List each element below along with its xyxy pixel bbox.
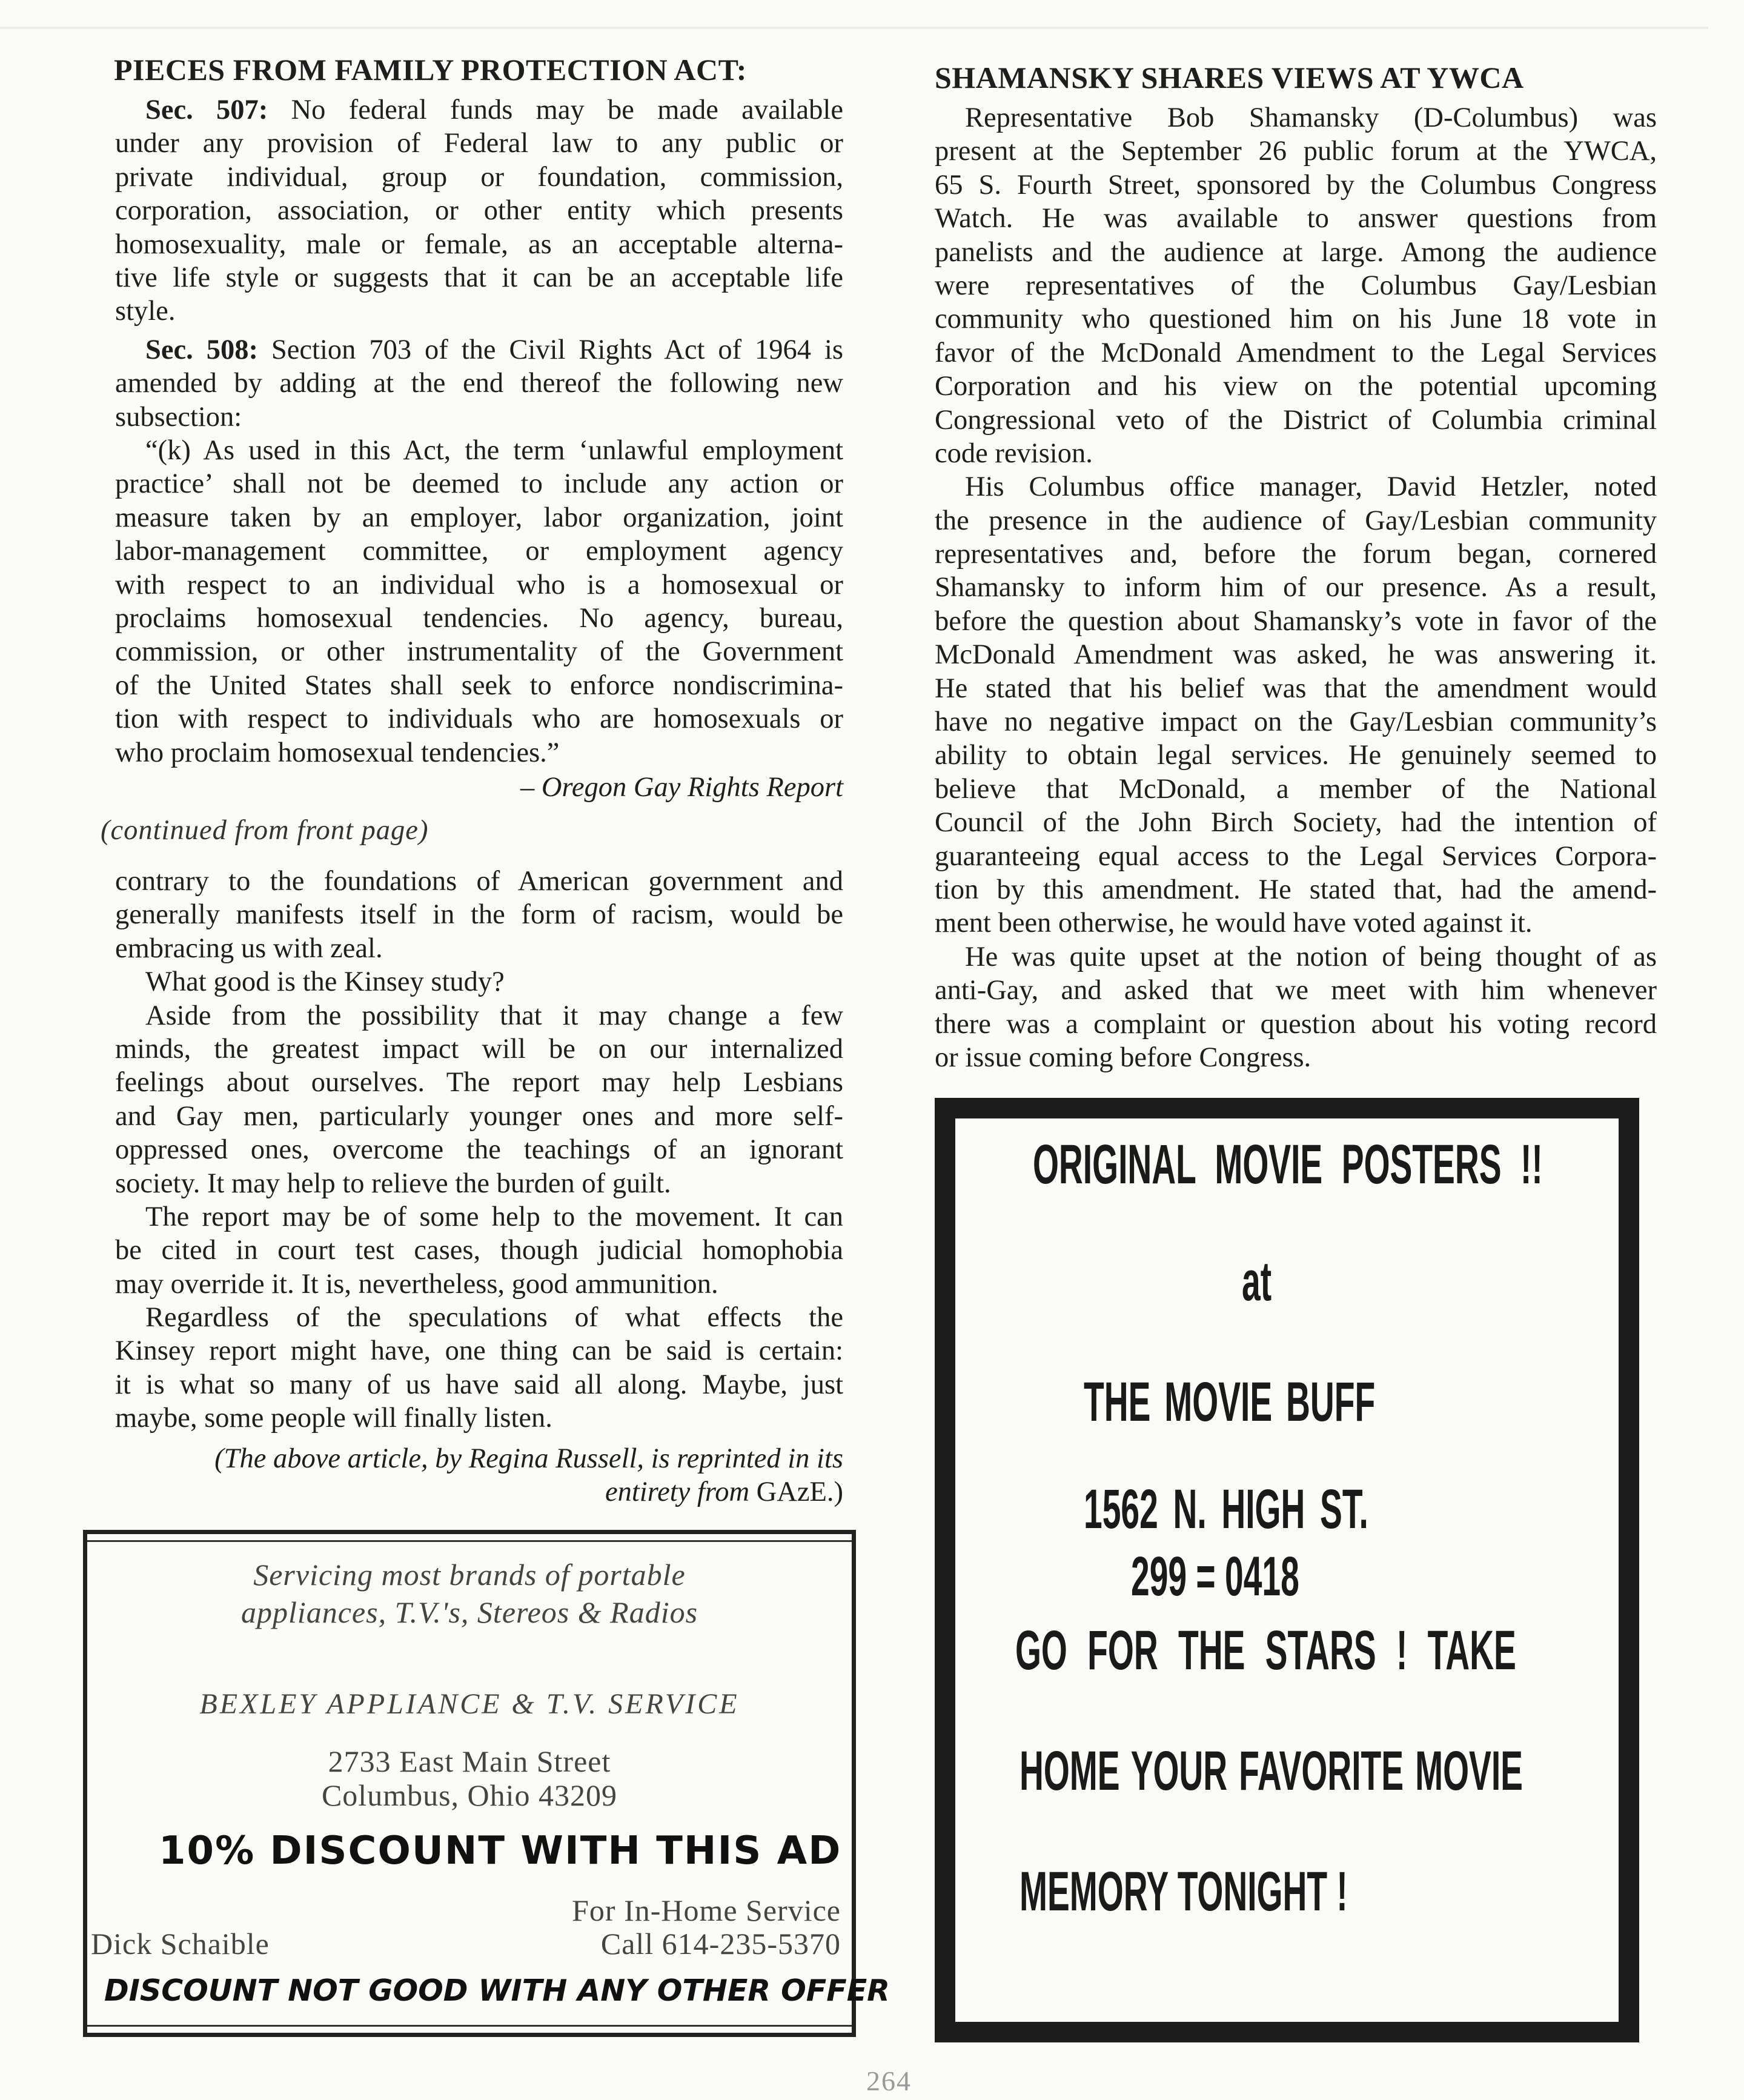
- source-attribution: – Oregon Gay Rights Report: [520, 772, 843, 803]
- text-line: the presence in the audience of Gay/Lesbian community: [935, 505, 1657, 536]
- text-line: He was quite upset at the notion of being thought of as: [965, 941, 1657, 972]
- text-line: oppressed ones, overcome the teachings of an ignorant: [115, 1134, 843, 1166]
- text-line: He stated that his belief was that the amendment would: [935, 673, 1657, 704]
- text-line: may override it. It is, nevertheless, good ammunition.: [115, 1268, 718, 1300]
- section-508-body: [115, 367, 843, 434]
- credit-line: [214, 1475, 843, 1509]
- ad-disclaimer: DISCOUNT NOT GOOD WITH ANY OTHER OFFER: [104, 1973, 890, 2008]
- paragraph: [115, 1301, 843, 1435]
- text-line: labor-management committee, or employment agency: [115, 536, 843, 567]
- ad-business-name: BEXLEY APPLIANCE & T.V. SERVICE: [199, 1688, 740, 1720]
- text-line: anti-Gay, and asked that we meet with him whenever: [935, 975, 1657, 1006]
- ad-street-address: 2733 East Main Street: [328, 1744, 611, 1778]
- text-line: society. It may help to relieve the burden of guilt.: [115, 1168, 671, 1199]
- movie-ad-line: at: [1242, 1251, 1272, 1312]
- text-line: The report may be of some help to the movement. It can: [145, 1201, 843, 1232]
- text-line: 65 S. Fourth Street, sponsored by the Columbus Congress: [935, 169, 1657, 201]
- paragraph: [115, 999, 843, 1200]
- text-line: maybe, some people will finally listen.: [115, 1403, 552, 1434]
- text-line: Aside from the possibility that it may change a few: [145, 1000, 843, 1031]
- paragraph: [115, 865, 843, 965]
- text-line: Watch. He was available to answer questions from: [935, 203, 1657, 234]
- text-line: favor of the McDonald Amendment to the Legal Services: [935, 337, 1657, 368]
- text-line: with respect to an individual who is a homosexual or: [115, 569, 843, 600]
- ad-tagline: Servicing most brands of portable: [253, 1558, 686, 1592]
- text-line: ability to obtain legal services. He genuinely seemed to: [935, 740, 1657, 771]
- movie-ad-headline: ORIGINAL MOVIE POSTERS !!: [1033, 1134, 1543, 1195]
- shamansky-article-body: [935, 101, 1657, 1074]
- text-line: Representative Bob Shamansky (D-Columbus) was: [965, 102, 1657, 133]
- text-line: were representatives of the Columbus Gay/Lesbian: [935, 270, 1657, 301]
- text-span: Section 703 of the Civil Rights Act of 1964 is: [257, 334, 843, 365]
- text-line: Council of the John Birch Society, had the intention of: [935, 807, 1657, 839]
- ad-contact-name: Dick Schaible: [91, 1927, 270, 1961]
- paragraph: [115, 965, 843, 998]
- text-line: guaranteeing equal access to the Legal Services Corpora-: [935, 840, 1657, 872]
- text-line: embracing us with zeal.: [115, 932, 383, 964]
- text-line: panelists and the audience at large. Among the audience: [935, 236, 1657, 268]
- text-line: of the United States shall seek to enforce nondiscrimina-: [115, 670, 843, 701]
- page-top-edge: [0, 27, 1708, 29]
- article-heading-shamansky: SHAMANSKY SHARES VIEWS AT YWCA: [935, 61, 1524, 95]
- text-line: amended by adding at the end thereof the following new: [115, 368, 843, 399]
- text-line: representatives and, before the forum began, cornered: [935, 539, 1657, 570]
- section-508: [115, 333, 843, 434]
- page-number: 264: [866, 2065, 912, 2096]
- text-line: His Columbus office manager, David Hetzler, noted: [965, 471, 1657, 503]
- text-line: corporation, association, or other entity which presents: [115, 195, 843, 227]
- text-line: generally manifests itself in the form of racism, would be: [115, 899, 843, 931]
- text-span: No federal funds may be made available: [268, 95, 843, 125]
- quoted-subsection: [115, 434, 843, 769]
- text-line: proclaims homosexual tendencies. No agency, bureau,: [115, 602, 843, 634]
- paragraph: [935, 101, 1657, 470]
- text-line: practice’ shall not be deemed to include any action or: [115, 468, 843, 500]
- bexley-appliance-ad: [83, 1530, 890, 2037]
- text-line: contrary to the foundations of American government and: [115, 866, 843, 897]
- text-line: style.: [115, 296, 176, 327]
- text-line: Regardless of the speculations of what effects the: [145, 1302, 843, 1334]
- text-line: it is what so many of us have said all along. Maybe, just: [115, 1369, 843, 1400]
- text-line: Shamansky to inform him of our presence. As a result,: [935, 572, 1657, 603]
- text-line: Congressional veto of the District of Columbia criminal: [935, 404, 1657, 436]
- section-label: Sec. 507:: [145, 95, 268, 125]
- text-line: feelings about ourselves. The report may help Lesbians: [115, 1067, 843, 1098]
- text-line: who proclaim homosexual tendencies.”: [115, 737, 560, 768]
- kinsey-article-continuation: [115, 865, 843, 1435]
- text-line: [115, 333, 843, 367]
- movie-ad-line: GO FOR THE STARS ! TAKE: [1015, 1620, 1516, 1681]
- text-line: there was a complaint or question about his voting record: [935, 1008, 1657, 1040]
- text-line: community who questioned him on his June 18 vote in: [935, 304, 1657, 335]
- section-507: [115, 93, 843, 328]
- ad-discount-offer: 10% DISCOUNT WITH THIS AD: [159, 1829, 842, 1873]
- text-line: under any provision of Federal law to any public or: [115, 128, 843, 159]
- text-line: “(k) As used in this Act, the term ‘unlawful employment: [145, 435, 843, 466]
- movie-ad-line: HOME YOUR FAVORITE MOVIE: [1020, 1740, 1523, 1802]
- text-line: tion with respect to individuals who are homosexuals or: [115, 703, 843, 735]
- text-line: [115, 93, 843, 127]
- text-line: present at the September 26 public forum at the YWCA,: [935, 136, 1657, 167]
- movie-ad-phone: 299 = 0418: [1131, 1546, 1299, 1607]
- movie-ad-address: 1562 N. HIGH ST.: [1084, 1478, 1368, 1540]
- article-credit: [214, 1442, 843, 1509]
- text-span: entirety from: [605, 1477, 750, 1507]
- text-line: before the question about Shamansky’s vote in favor of the: [935, 605, 1657, 637]
- continued-note: (continued from front page): [101, 815, 429, 846]
- text-line: tion by this amendment. He stated that, had the amend-: [935, 874, 1657, 905]
- publication-name: GAzE.): [749, 1477, 843, 1507]
- movie-ad-store-name: THE MOVIE BUFF: [1084, 1371, 1376, 1433]
- text-line: be cited in court test cases, though judicial homophobia: [115, 1235, 843, 1266]
- text-line: code revision.: [935, 437, 1093, 469]
- text-line: commission, or other instrumentality of the Government: [115, 636, 843, 668]
- quote-body: [115, 434, 843, 769]
- text-line: subsection:: [115, 401, 242, 433]
- ad-phone: Call 614-235-5370: [600, 1927, 841, 1961]
- text-line: or issue coming before Congress.: [935, 1042, 1311, 1073]
- paragraph: [935, 470, 1657, 940]
- text-line: Kinsey report might have, one thing can be said is certain:: [115, 1335, 843, 1367]
- ad-tagline: appliances, T.V.'s, Stereos & Radios: [240, 1595, 698, 1629]
- text-line: McDonald Amendment was asked, he was answering it.: [935, 639, 1657, 671]
- ad-in-home-service: For In-Home Service: [572, 1893, 841, 1927]
- text-line: tive life style or suggests that it can be an acceptable life: [115, 262, 843, 293]
- text-line: homosexuality, male or female, as an acceptable alterna-: [115, 228, 843, 260]
- movie-ad-line: MEMORY TONIGHT !: [1020, 1861, 1348, 1922]
- paragraph: [115, 1200, 843, 1301]
- credit-line: (The above article, by Regina Russell, is reprinted in its: [214, 1443, 843, 1474]
- text-line: private individual, group or foundation, commission,: [115, 161, 843, 193]
- text-line: Corporation and his view on the potential upcoming: [935, 371, 1657, 402]
- section-507-body: [115, 127, 843, 328]
- paragraph: [935, 940, 1657, 1075]
- article-heading-family-protection-act: PIECES FROM FAMILY PROTECTION ACT:: [114, 53, 747, 87]
- text-line: ment been otherwise, he would have voted against it.: [935, 908, 1533, 939]
- text-line: believe that McDonald, a member of the National: [935, 773, 1657, 805]
- ad-city: Columbus, Ohio 43209: [321, 1778, 618, 1812]
- text-line: What good is the Kinsey study?: [145, 966, 505, 998]
- text-line: have no negative impact on the Gay/Lesbian community’s: [935, 706, 1657, 738]
- text-line: minds, the greatest impact will be on our internalized: [115, 1033, 843, 1065]
- text-line: and Gay men, particularly younger ones and more self-: [115, 1100, 843, 1132]
- section-label: Sec. 508:: [145, 334, 258, 365]
- text-line: measure taken by an employer, labor organization, joint: [115, 502, 843, 533]
